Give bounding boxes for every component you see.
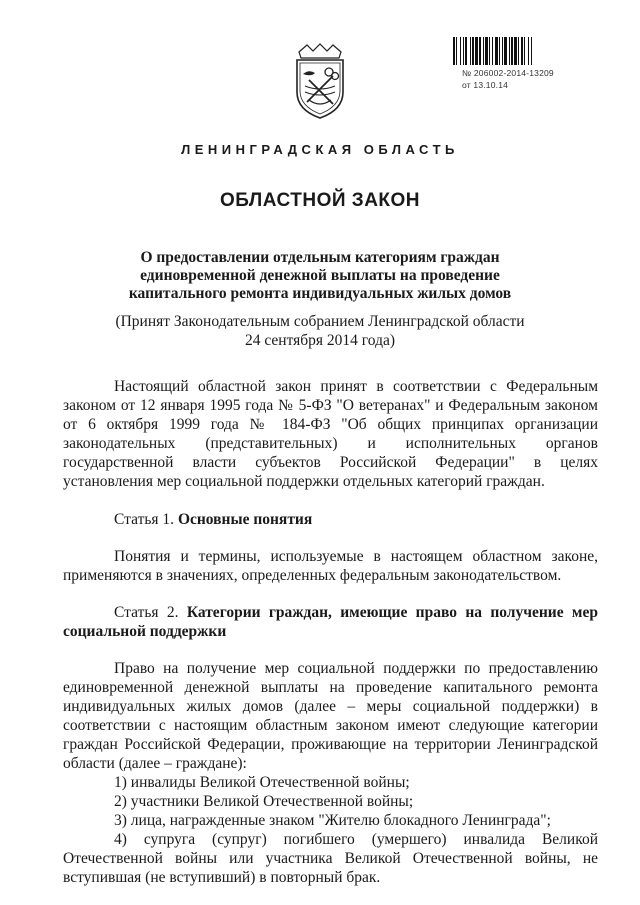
law-title-line: О предоставлении отдельным категориям граждан xyxy=(140,249,500,266)
adoption-note-line: 24 сентября 2014 года) xyxy=(244,332,396,349)
preamble-line: государственной власти субъектов Российской Федерации" в целях xyxy=(63,454,598,471)
law-title-line: капитального ремонта индивидуальных жилых домов xyxy=(128,285,512,302)
coat-of-arms-emblem xyxy=(287,42,353,120)
article-2-text-line: Право на получение мер социальной поддержки по предоставлению xyxy=(114,660,598,677)
article-2-heading: Статья 2. Категории граждан, имеющие право на получение мер xyxy=(114,604,598,621)
article-2-text-line: области (далее – граждане): xyxy=(63,755,247,772)
list-item: 3) лица, награжденные знаком "Жителю блокадного Ленинграда"; xyxy=(114,812,551,829)
preamble-line: от 6 октября 1999 года № 184-ФЗ "Об общих принципах организации xyxy=(63,416,598,433)
list-item: 2) участники Великой Отечественной войны; xyxy=(114,793,414,810)
list-item: 1) инвалиды Великой Отечественной войны; xyxy=(114,774,410,791)
region-heading: ЛЕНИНГРАДСКАЯ ОБЛАСТЬ xyxy=(181,142,459,157)
document-type-heading: ОБЛАСТНОЙ ЗАКОН xyxy=(219,190,421,211)
preamble-line: законом от 12 января 1995 года № 5-ФЗ "О ветеранах" и Федеральным законом xyxy=(63,397,598,414)
adoption-note-line: (Принят Законодательным собранием Ленинградской области xyxy=(115,313,525,330)
preamble-line: законодательных (представительных) и исполнительных органов xyxy=(63,435,598,452)
article-2-text-line: соответствии с настоящим областным законом имеют следующие категории xyxy=(63,717,598,734)
list-item-continued: Отечественной войны или участника Великой Отечественной войны, не xyxy=(63,850,598,867)
list-item-continued: вступившая (не вступивший) в повторный брак. xyxy=(63,869,381,886)
article-2-text-line: граждан Российской Федерации, проживающие на территории Ленинградской xyxy=(63,736,598,753)
article-2-text-line: единовременной денежной выплаты на проведение капитального ремонта xyxy=(63,679,598,696)
article-2-heading-continued: социальной поддержки xyxy=(63,623,227,640)
preamble-line: установления мер социальной поддержки отдельных категорий граждан. xyxy=(63,473,545,490)
law-title-line: единовременной денежной выплаты на проведение xyxy=(140,267,500,284)
list-item: 4) супруга (супруг) погибшего (умершего) инвалида Великой xyxy=(114,831,598,848)
registration-number: № 206002-2014-13209 xyxy=(462,68,554,78)
preamble-line: Настоящий областной закон принят в соответствии с Федеральным xyxy=(114,378,598,395)
article-1-text-line: применяются в значениях, определенных федеральным законодательством. xyxy=(63,567,562,584)
article-1-heading: Статья 1. Основные понятия xyxy=(114,511,313,528)
article-2-text-line: индивидуальных жилых домов (далее – меры социальной поддержки) в xyxy=(63,698,598,715)
barcode-image xyxy=(453,37,581,65)
article-1-text-line: Понятия и термины, используемые в настоящем областном законе, xyxy=(114,548,598,565)
registration-date: от 13.10.14 xyxy=(462,80,509,90)
